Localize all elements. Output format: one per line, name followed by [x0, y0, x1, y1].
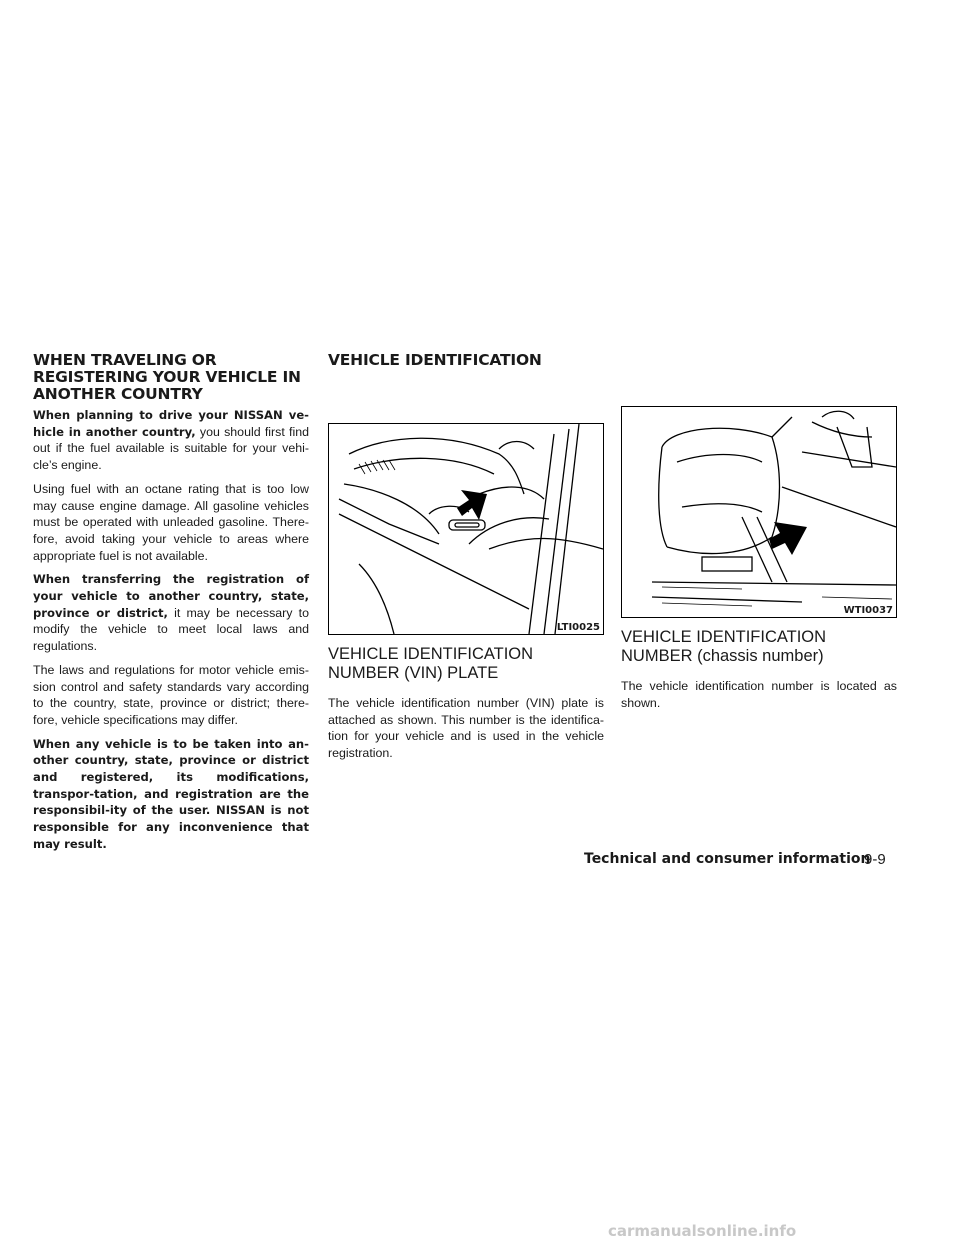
seat-floor-drawing: [622, 407, 896, 617]
paragraph-responsibility: When any vehicle is to be taken into an-other country, state, province or district and registered, its modifications, transpor-tation, and registration are the responsibil-ity of the user. NISSAN is not responsible for any inconvenience that may result.: [33, 736, 309, 851]
paragraph-vin-plate: The vehicle identification number (VIN) plate is attached as shown. This number is the identifica-tion for your vehicle and is used in the vehicle registration.: [328, 696, 604, 761]
vin-plate-illustration: [328, 423, 604, 635]
paragraph-planning-body: you should first find out if the fuel available is suitable for your vehi-cle’s engine.: [33, 424, 309, 473]
paragraph-registration-lead: When transferring the registration of your vehicle to another country, state, province or district,: [33, 572, 309, 620]
paragraph-planning: [33, 407, 309, 474]
subheading-vin-plate: VEHICLE IDENTIFICATION NUMBER (VIN) PLATE: [328, 645, 534, 682]
chassis-number-illustration: [621, 406, 897, 618]
figure-code: LTI0025: [556, 622, 600, 633]
page-number: 9-9: [864, 851, 886, 868]
paragraph-registration-body: it may be necessary to modify the vehicle to meet local laws and regulations.: [33, 605, 309, 654]
paragraph-laws: The laws and regulations for motor vehicle emis-sion control and safety standards vary according to the country, state, province or district; there-fore, vehicle specifications may differ.: [33, 662, 309, 727]
left-column: [33, 352, 309, 860]
paragraph-planning-lead: When planning to drive your NISSAN ve-hicle in another country,: [33, 408, 309, 439]
section-heading-vehicle-identification: VEHICLE IDENTIFICATION: [328, 351, 542, 369]
figure-code: WTI0037: [843, 605, 893, 616]
paragraph-octane: Using fuel with an octane rating that is too low may cause engine damage. All gasoline vehicles must be operated with unleaded gasoline. There-fore, avoid taking your vehicle to areas where appropriate fuel is not available.: [33, 481, 309, 563]
middle-column: [328, 352, 604, 769]
paragraph-registration: [33, 571, 309, 655]
arrow-indicator-icon: [457, 490, 487, 520]
watermark: carmanualsonline.info: [608, 1222, 797, 1240]
dashboard-windshield-drawing: [329, 424, 603, 634]
section-heading-traveling: WHEN TRAVELING OR REGISTERING YOUR VEHICLE IN ANOTHER COUNTRY: [33, 351, 301, 403]
subheading-chassis-number: VEHICLE IDENTIFICATION NUMBER (chassis number): [621, 628, 827, 665]
footer-section-title: Technical and consumer information: [584, 851, 871, 867]
paragraph-chassis-number: The vehicle identification number is located as shown.: [621, 679, 897, 710]
right-column: [621, 406, 897, 718]
